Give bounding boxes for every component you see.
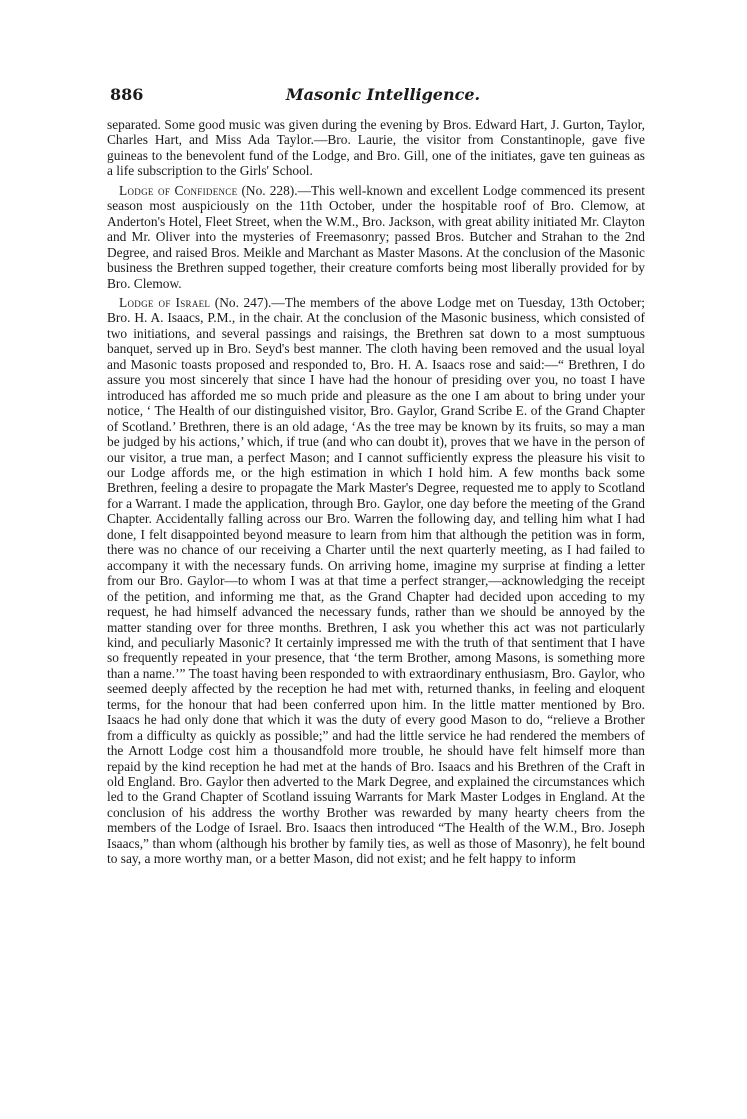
paragraph-heading: Lodge of Israel: [119, 294, 211, 310]
article-body: [107, 117, 645, 867]
paragraph-text: (No. 228).—This well-known and excellent Lodge commenced its present season most auspiciously on the 11th October, under the hospitable roof of Bro. Clemow, at Anderton's Hotel, Fleet Street, when the W.M., Bro. Jackson, with great ability initiated Mr. Clayton and Mr. Oliver into the mysteries of Freemasonry; passed Bros. Butcher and Strahan to the 2nd Degree, and raised Bros. Meikle and Marchant as Master Masons. At the conclusion of the Masonic business the Brethren supped together, their creature comforts being most liberally provided for by Bro. Clemow.: [107, 182, 645, 291]
paragraph-lodge-of-confidence: [107, 183, 645, 291]
paragraph-text: separated. Some good music was given during the evening by Bros. Edward Hart, J. Gurton, Taylor, Charles Hart, and Miss Ada Taylor.—Bro. Laurie, the visitor from Constantinople, gave five guineas to the benevolent fund of the Lodge, and Bro. Gill, one of the initiates, gave ten guineas as a life subscription to the Girls' School.: [107, 117, 645, 179]
page-number: 886: [110, 85, 144, 104]
paragraph-lodge-of-israel: [107, 295, 645, 867]
paragraph-heading: Lodge of Confidence: [119, 182, 238, 198]
running-title: Masonic Intelligence.: [285, 85, 481, 104]
running-header: [100, 83, 646, 107]
paragraph-continuation: [107, 117, 645, 179]
paragraph-text: (No. 247).—The members of the above Lodge met on Tuesday, 13th October; Bro. H. A. Isaacs, P.M., in the chair. At the conclusion of the Masonic business, which consisted of two initiations, and several passings and raisings, the Brethren sat down to a most sumptuous banquet, served up in Bro. Seyd's best manner. The cloth having been removed and the usual loyal and Masonic toasts proposed and responded to, Bro. H. A. Isaacs rose and said:—“ Brethren, I do assure you most sincerely that since I have had the honour of presiding over you, no toast I have introduced has afforded me so much pride and pleasure as the one I am about to bring under your notice, ‘ The Health of our distinguished visitor, Bro. Gaylor, Grand Scribe E. of the Grand Chapter of Scotland.’ Brethren, there is an old adage, ‘As the tree may be known by its fruits, so may a man be judged by his actions,’ which, if true (and who can doubt it), proves that we have in the person of our visitor, a true man, a perfect Mason; and I cannot sufficiently express the pleasure his visit to our Lodge affords me, or the high estimation in which I hold him. A few months back some Brethren, feeling a desire to propagate the Mark Master's Degree, requested me to apply to Scotland for a Warrant. I made the application, through Bro. Gaylor, one day before the meeting of the Grand Chapter. Accidentally falling across our Bro. Warren the following day, and telling him what I had done, I felt disappointed beyond measure to learn from him that although the petition was in form, there was no chance of our receiving a Charter until the next quarterly meeting, as I had failed to accompany it with the necessary funds. On arriving home, imagine my surprise at finding a letter from our Bro. Gaylor—to whom I was at that time a perfect stranger,—acknowledging the receipt of the petition, and informing me that, as the Grand Chapter had decided upon acceding to my request, he had himself advanced the necessary funds, rather than we should be annoyed by the matter standing over for three months. Brethren, I ask you whether this act was not particularly kind, and peculiarly Masonic? It certainly impressed me with the truth of that sentiment that I have so frequently repeated in your presence, that ‘the term Brother, among Masons, is something more than a name.’” The toast having been responded to with extraordinary enthusiasm, Bro. Gaylor, who seemed deeply affected by the reception he had met with, returned thanks, in feeling and eloquent terms, for the honour that had been conferred upon him. In the little matter mentioned by Bro. Isaacs he had only done that which it was the duty of every good Mason to do, “relieve a Brother from a difficulty as quickly as possible;” and had the little service he had rendered the members of the Arnott Lodge cost him a thousandfold more trouble, he should have felt himself more than repaid by the kind reception he had met at the hands of Bro. Isaacs and his Brethren of the Craft in old England. Bro. Gaylor then adverted to the Mark Degree, and explained the circumstances which led to the Grand Chapter of Scotland issuing Warrants for Mark Master Lodges in England. At the conclusion of his address the worthy Brother was rewarded by many hearty cheers from the members of the Lodge of Israel. Bro. Isaacs then introduced “The Health of the W.M., Bro. Joseph Isaacs,” than whom (although his brother by family ties, as well as those of Masonry), he felt bound to say, a more worthy man, or a better Mason, did not exist; and he felt happy to inform: [107, 294, 646, 867]
